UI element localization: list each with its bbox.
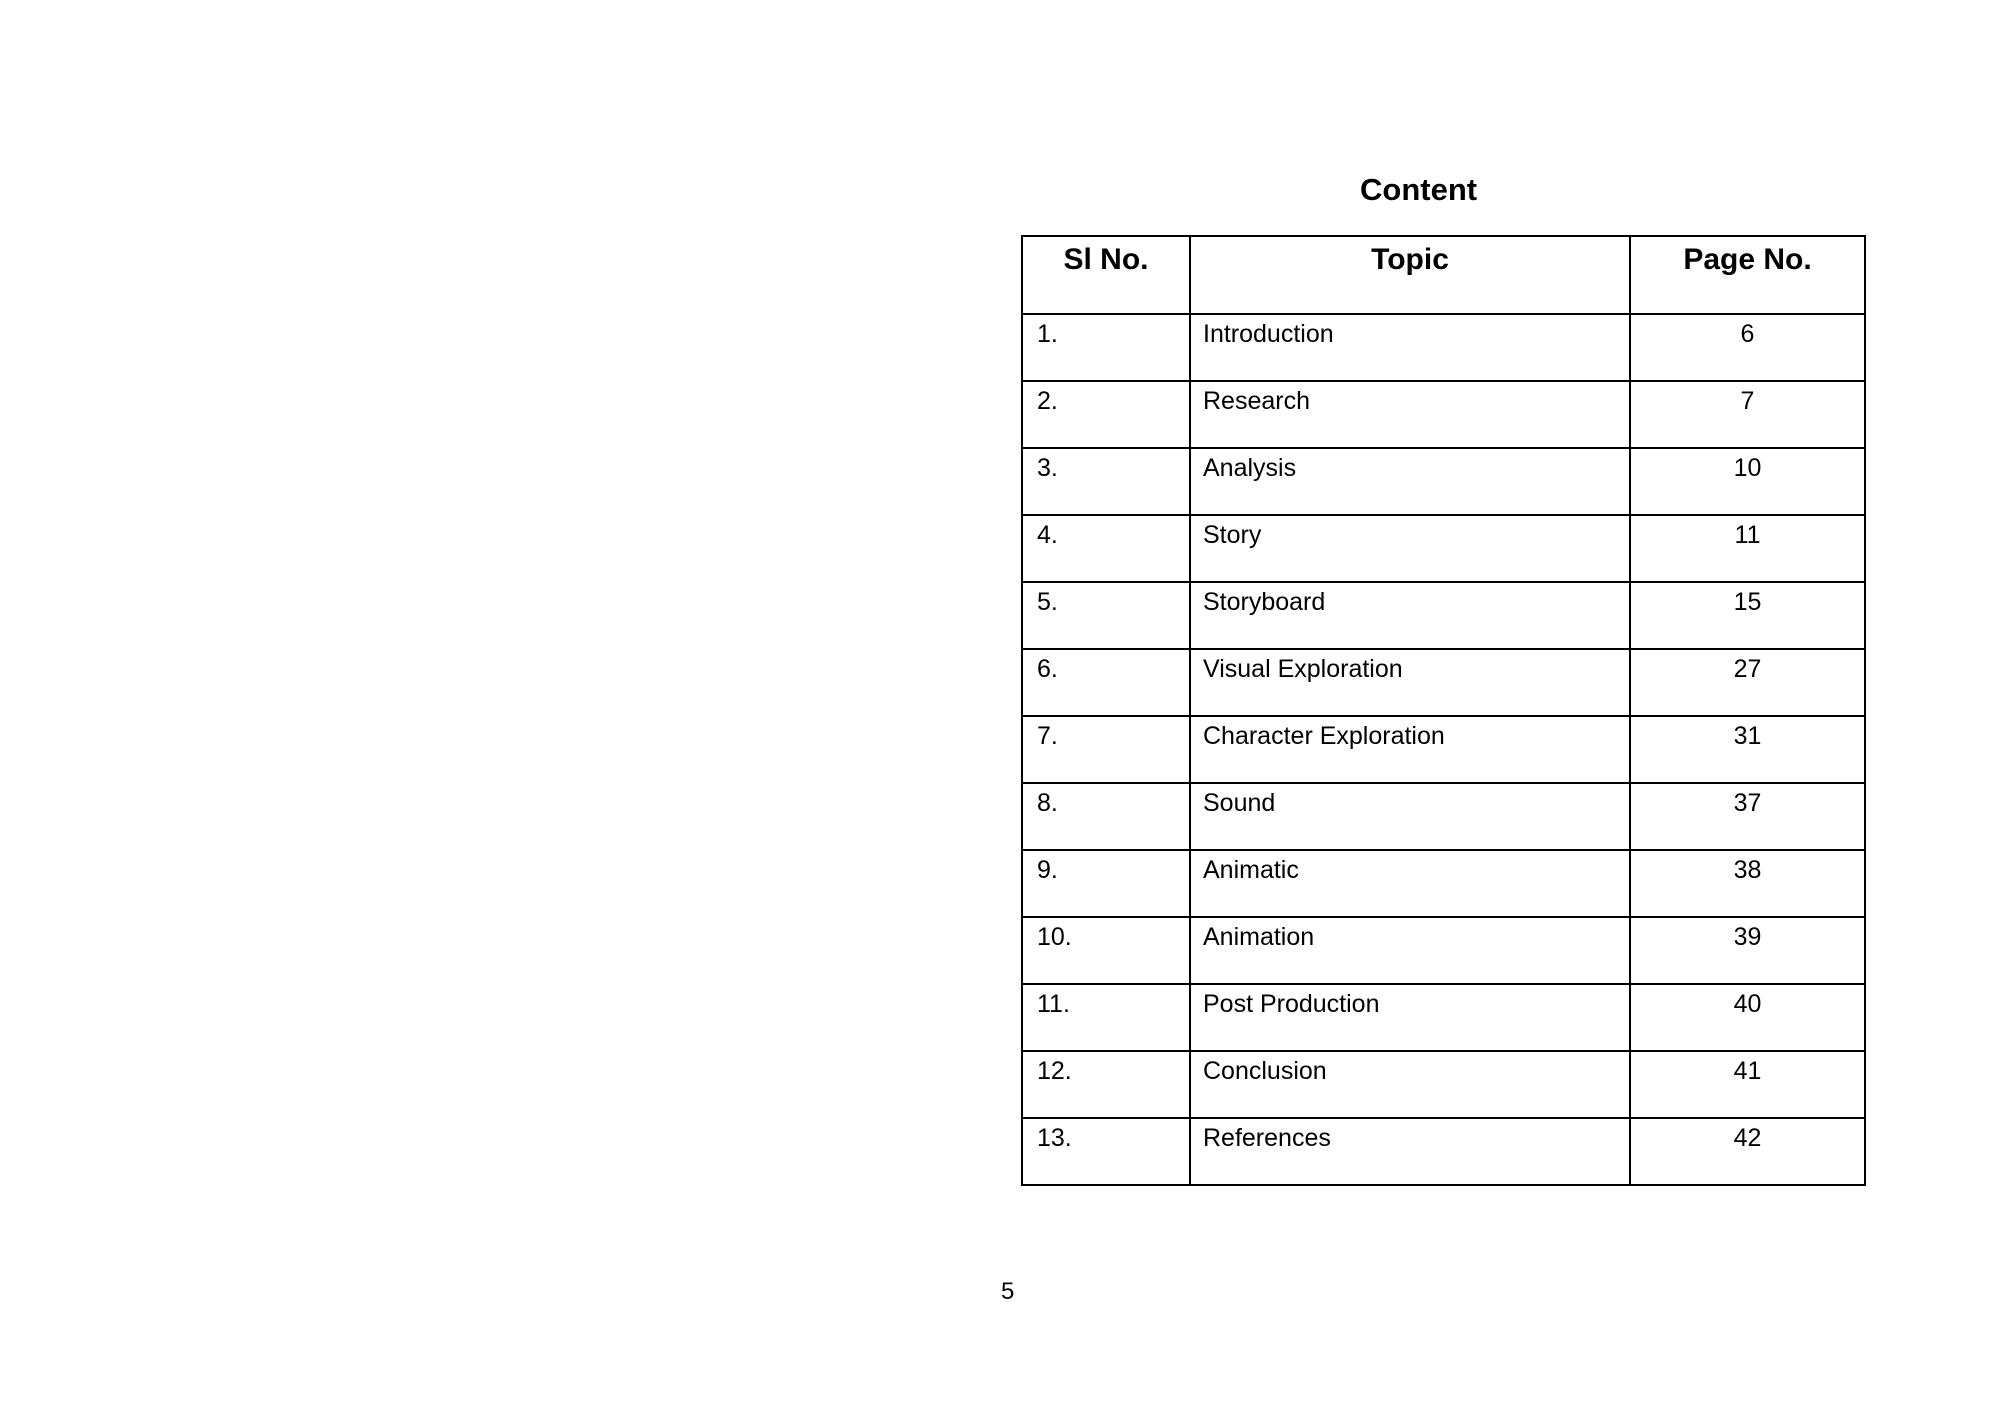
row-sl-no: 2. bbox=[1022, 381, 1190, 448]
row-sl-no: 1. bbox=[1022, 314, 1190, 381]
row-topic: References bbox=[1190, 1118, 1630, 1185]
table-row bbox=[1022, 649, 1865, 716]
row-topic: Conclusion bbox=[1190, 1051, 1630, 1118]
row-sl-no: 9. bbox=[1022, 850, 1190, 917]
page-title: Content bbox=[1360, 172, 1478, 207]
row-sl-no: 8. bbox=[1022, 783, 1190, 850]
row-topic: Sound bbox=[1190, 783, 1630, 850]
row-page-no: 27 bbox=[1630, 649, 1865, 716]
row-page-no: 10 bbox=[1630, 448, 1865, 515]
header-sl-no: Sl No. bbox=[1022, 236, 1190, 314]
row-topic: Storyboard bbox=[1190, 582, 1630, 649]
row-topic: Character Exploration bbox=[1190, 716, 1630, 783]
table-row bbox=[1022, 381, 1865, 448]
row-sl-no: 3. bbox=[1022, 448, 1190, 515]
table-row bbox=[1022, 984, 1865, 1051]
table-row bbox=[1022, 582, 1865, 649]
table-row bbox=[1022, 783, 1865, 850]
row-page-no: 41 bbox=[1630, 1051, 1865, 1118]
row-sl-no: 4. bbox=[1022, 515, 1190, 582]
table-row bbox=[1022, 1051, 1865, 1118]
row-page-no: 7 bbox=[1630, 381, 1865, 448]
table-row bbox=[1022, 850, 1865, 917]
row-topic: Visual Exploration bbox=[1190, 649, 1630, 716]
row-page-no: 37 bbox=[1630, 783, 1865, 850]
table-row bbox=[1022, 716, 1865, 783]
row-topic: Introduction bbox=[1190, 314, 1630, 381]
row-sl-no: 11. bbox=[1022, 984, 1190, 1051]
row-page-no: 11 bbox=[1630, 515, 1865, 582]
row-page-no: 38 bbox=[1630, 850, 1865, 917]
row-topic: Post Production bbox=[1190, 984, 1630, 1051]
table-row bbox=[1022, 1118, 1865, 1185]
table-row bbox=[1022, 917, 1865, 984]
table-header-row bbox=[1022, 236, 1865, 314]
row-sl-no: 5. bbox=[1022, 582, 1190, 649]
row-page-no: 40 bbox=[1630, 984, 1865, 1051]
row-topic: Animatic bbox=[1190, 850, 1630, 917]
row-page-no: 31 bbox=[1630, 716, 1865, 783]
header-topic: Topic bbox=[1190, 236, 1630, 314]
row-topic: Analysis bbox=[1190, 448, 1630, 515]
row-topic: Story bbox=[1190, 515, 1630, 582]
header-page-no: Page No. bbox=[1630, 236, 1865, 314]
table-row bbox=[1022, 314, 1865, 381]
row-sl-no: 10. bbox=[1022, 917, 1190, 984]
row-sl-no: 12. bbox=[1022, 1051, 1190, 1118]
row-page-no: 39 bbox=[1630, 917, 1865, 984]
row-sl-no: 7. bbox=[1022, 716, 1190, 783]
row-page-no: 15 bbox=[1630, 582, 1865, 649]
table-row bbox=[1022, 515, 1865, 582]
row-page-no: 42 bbox=[1630, 1118, 1865, 1185]
page-number: 5 bbox=[1001, 1278, 1015, 1305]
table-row bbox=[1022, 448, 1865, 515]
row-sl-no: 6. bbox=[1022, 649, 1190, 716]
row-topic: Animation bbox=[1190, 917, 1630, 984]
contents-table bbox=[1021, 235, 1866, 1186]
row-topic: Research bbox=[1190, 381, 1630, 448]
row-page-no: 6 bbox=[1630, 314, 1865, 381]
row-sl-no: 13. bbox=[1022, 1118, 1190, 1185]
